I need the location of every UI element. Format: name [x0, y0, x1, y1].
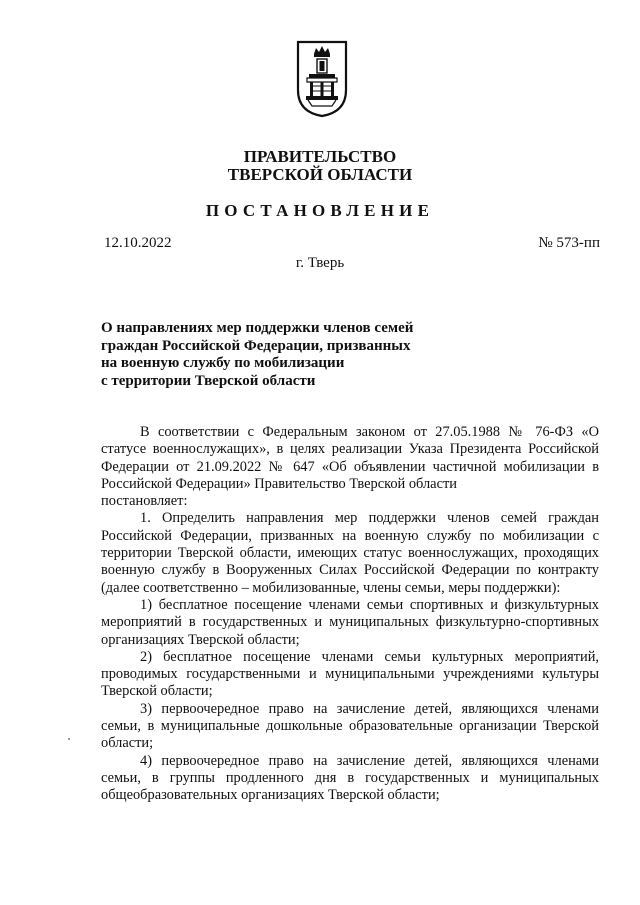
document-body [101, 424, 599, 805]
clause-1: 1. Определить направления мер поддержки членов семей граждан Российской Федерации, призванных на военную службу по мобилизации с территории Тверской области, имеющих статус военнослужащих, проходящих военную службу в Вооруженных Силах Российской Федерации по контракту (далее соответственно – мобилизованные, члены семьи, меры поддержки): [101, 510, 599, 596]
subclause-3: 3) первоочередное право на зачисление детей, являющихся членами семьи, в муниципальные дошкольные образовательные организации Тверской области; [101, 700, 599, 752]
subclause-4: 4) первоочередное право на зачисление детей, являющихся членами семьи, в группы продленного дня в государственных и муниципальных общеобразовательных организациях Тверской области; [101, 752, 599, 804]
document-number: № 573-пп [538, 235, 600, 251]
document-subject [101, 320, 431, 390]
document-city: г. Тверь [295, 255, 345, 271]
subclause-1: 1) бесплатное посещение членами семьи спортивных и физкультурных мероприятий в государственных и муниципальных физкультурно-спортивных организациях Тверской области; [101, 596, 599, 648]
subject-line: на военную службу по мобилизации [101, 355, 345, 371]
resolves-statement: постановляет: [101, 493, 188, 510]
subject-line: граждан Российской Федерации, призванных [101, 337, 411, 354]
preamble-paragraph: В соответствии с Федеральным законом от 27.05.1988 № 76-ФЗ «О статусе военнослужащих», в целях реализации Указа Президента Российской Федерации от 21.09.2022 № 647 «Об объявлении частичной мобилизации в Российской Федерации» Правительство Тверской области [101, 424, 599, 492]
subject-line: О направлениях мер поддержки членов семей [101, 320, 414, 336]
document-date: 12.10.2022 [104, 235, 172, 251]
scan-speck [68, 738, 70, 740]
subclause-2: 2) бесплатное посещение членами семьи культурных мероприятий, проводимых государственными и муниципальными учреждениями культуры Тверской области; [101, 648, 599, 700]
document-type: ПОСТАНОВЛЕНИЕ [205, 201, 435, 220]
organization-name-line1: ПРАВИТЕЛЬСТВО [243, 147, 397, 166]
subject-line: с территории Тверской области [101, 372, 316, 389]
organization-name-line2: ТВЕРСКОЙ ОБЛАСТИ [227, 165, 413, 184]
tver-coat-of-arms-icon [296, 40, 348, 118]
